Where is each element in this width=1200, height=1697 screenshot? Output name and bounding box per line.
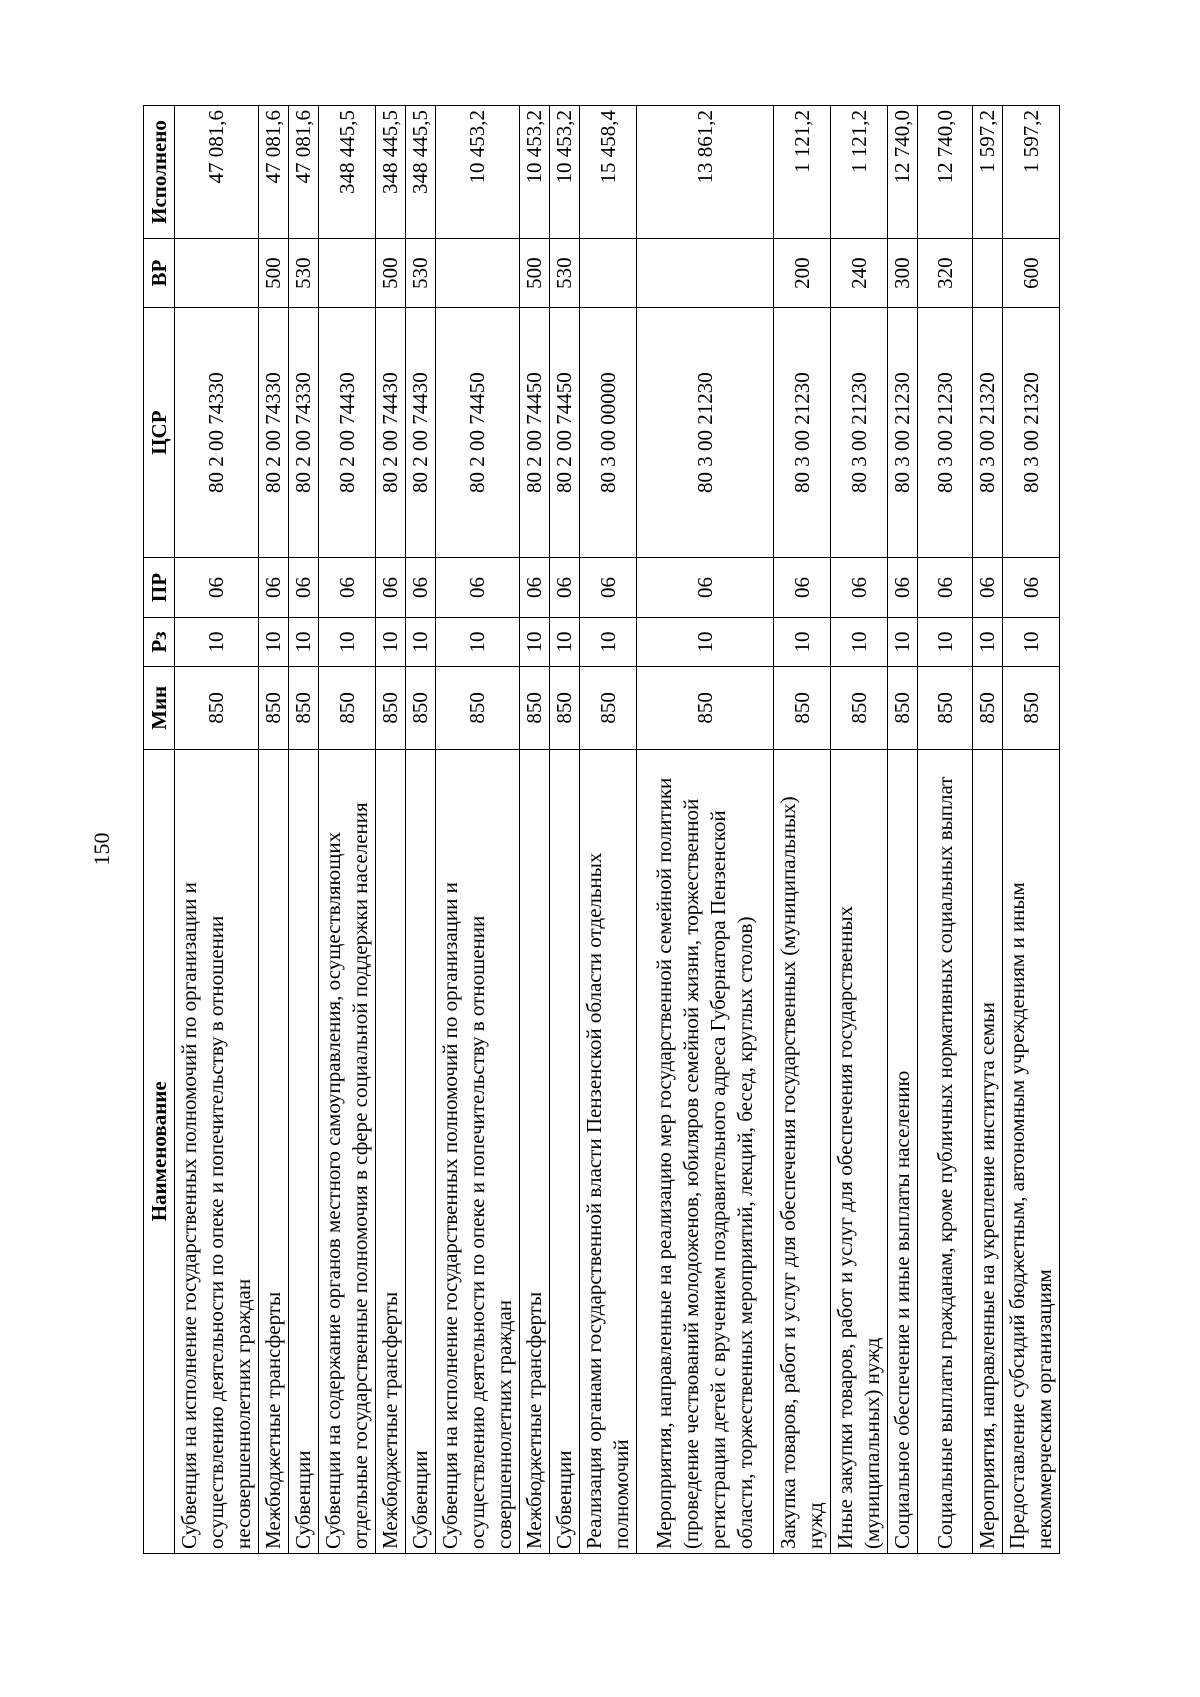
cell-name: Субвенции (289, 749, 319, 1553)
cell-pr: 06 (831, 558, 888, 618)
table-row (406, 106, 436, 1554)
budget-table-container (143, 105, 1061, 1554)
cell-done: 12 740,0 (888, 106, 918, 239)
cell-csr: 80 2 00 74450 (520, 308, 550, 558)
table-row (436, 106, 520, 1554)
cell-vr (973, 239, 1003, 308)
budget-table (143, 105, 1060, 1554)
cell-done: 47 081,6 (259, 106, 289, 239)
table-row (918, 106, 973, 1554)
cell-min: 850 (289, 667, 319, 749)
cell-rz: 10 (973, 617, 1003, 666)
table-row (319, 106, 376, 1554)
cell-rz: 10 (637, 617, 774, 666)
cell-min: 850 (888, 667, 918, 749)
cell-csr: 80 3 00 00000 (580, 308, 637, 558)
cell-vr (175, 239, 259, 308)
cell-rz: 10 (289, 617, 319, 666)
cell-pr: 06 (376, 558, 406, 618)
cell-name: Социальное обеспечение и иные выплаты населению (888, 749, 918, 1553)
cell-pr: 06 (774, 558, 831, 618)
cell-rz: 10 (1003, 617, 1060, 666)
cell-vr: 600 (1003, 239, 1060, 308)
cell-min: 850 (520, 667, 550, 749)
cell-name: Иные закупки товаров, работ и услуг для обеспечения государственных (муниципальных) нужд (831, 749, 888, 1553)
table-row (520, 106, 550, 1554)
header-name: Наименование (144, 749, 175, 1553)
cell-min: 850 (436, 667, 520, 749)
cell-rz: 10 (259, 617, 289, 666)
cell-done: 47 081,6 (175, 106, 259, 239)
header-csr: ЦСР (144, 308, 175, 558)
cell-vr: 500 (259, 239, 289, 308)
cell-min: 850 (580, 667, 637, 749)
cell-name: Субвенции (406, 749, 436, 1553)
cell-done: 1 121,2 (774, 106, 831, 239)
cell-csr: 80 2 00 74430 (406, 308, 436, 558)
cell-pr: 06 (550, 558, 580, 618)
cell-min: 850 (319, 667, 376, 749)
cell-min: 850 (774, 667, 831, 749)
cell-done: 1 121,2 (831, 106, 888, 239)
cell-done: 10 453,2 (550, 106, 580, 239)
cell-name: Межбюджетные трансферты (259, 749, 289, 1553)
table-row (175, 106, 259, 1554)
cell-min: 850 (175, 667, 259, 749)
cell-csr: 80 2 00 74330 (175, 308, 259, 558)
cell-vr: 500 (520, 239, 550, 308)
table-row (376, 106, 406, 1554)
cell-csr: 80 2 00 74330 (259, 308, 289, 558)
cell-csr: 80 2 00 74450 (550, 308, 580, 558)
cell-pr: 06 (580, 558, 637, 618)
table-row (888, 106, 918, 1554)
cell-name: Субвенции (550, 749, 580, 1553)
table-row (580, 106, 637, 1554)
cell-vr (436, 239, 520, 308)
table-row (637, 106, 774, 1554)
cell-name: Мероприятия, направленные на укрепление института семьи (973, 749, 1003, 1553)
cell-pr: 06 (1003, 558, 1060, 618)
cell-vr: 530 (406, 239, 436, 308)
cell-csr: 80 2 00 74430 (319, 308, 376, 558)
cell-pr: 06 (918, 558, 973, 618)
cell-rz: 10 (580, 617, 637, 666)
cell-done: 1 597,2 (973, 106, 1003, 239)
cell-done: 10 453,2 (520, 106, 550, 239)
cell-vr: 500 (376, 239, 406, 308)
cell-rz: 10 (406, 617, 436, 666)
cell-name: Предоставление субсидий бюджетным, автономным учреждениям и иным некоммерческим организациям (1003, 749, 1060, 1553)
cell-pr: 06 (289, 558, 319, 618)
cell-rz: 10 (436, 617, 520, 666)
cell-rz: 10 (376, 617, 406, 666)
header-min: Мин (144, 667, 175, 749)
cell-name: Субвенция на исполнение государственных полномочий по организации и осуществлению деятельности по опеке и попечительству в отношении несовершеннолетних граждан (175, 749, 259, 1553)
cell-done: 348 445,5 (406, 106, 436, 239)
cell-csr: 80 3 00 21320 (973, 308, 1003, 558)
cell-min: 850 (406, 667, 436, 749)
cell-name: Межбюджетные трансферты (520, 749, 550, 1553)
cell-pr: 06 (436, 558, 520, 618)
cell-rz: 10 (831, 617, 888, 666)
cell-name: Закупка товаров, работ и услуг для обеспечения государственных (муниципальных) нужд (774, 749, 831, 1553)
cell-name: Межбюджетные трансферты (376, 749, 406, 1553)
header-done: Исполнено (144, 106, 175, 239)
cell-done: 12 740,0 (918, 106, 973, 239)
table-header-row (144, 106, 175, 1554)
page-number: 150 (89, 832, 114, 866)
cell-done: 348 445,5 (319, 106, 376, 239)
cell-min: 850 (259, 667, 289, 749)
cell-vr: 300 (888, 239, 918, 308)
table-row (973, 106, 1003, 1554)
cell-csr: 80 3 00 21320 (1003, 308, 1060, 558)
cell-vr: 530 (289, 239, 319, 308)
cell-pr: 06 (406, 558, 436, 618)
cell-name: Субвенция на исполнение государственных полномочий по организации и осуществлению деятельности по опеке и попечительству в отношении совершеннолетних граждан (436, 749, 520, 1553)
cell-rz: 10 (175, 617, 259, 666)
cell-pr: 06 (319, 558, 376, 618)
cell-pr: 06 (259, 558, 289, 618)
cell-done: 10 453,2 (436, 106, 520, 239)
cell-min: 850 (831, 667, 888, 749)
cell-csr: 80 3 00 21230 (918, 308, 973, 558)
cell-pr: 06 (973, 558, 1003, 618)
cell-min: 850 (1003, 667, 1060, 749)
cell-min: 850 (637, 667, 774, 749)
cell-done: 13 861,2 (637, 106, 774, 239)
cell-csr: 80 2 00 74450 (436, 308, 520, 558)
cell-done: 348 445,5 (376, 106, 406, 239)
table-row (259, 106, 289, 1554)
cell-vr: 240 (831, 239, 888, 308)
table-row (774, 106, 831, 1554)
cell-pr: 06 (175, 558, 259, 618)
cell-vr: 320 (918, 239, 973, 308)
cell-done: 1 597,2 (1003, 106, 1060, 239)
cell-min: 850 (973, 667, 1003, 749)
cell-rz: 10 (319, 617, 376, 666)
cell-min: 850 (550, 667, 580, 749)
cell-min: 850 (918, 667, 973, 749)
cell-pr: 06 (888, 558, 918, 618)
table-row (289, 106, 319, 1554)
header-rz: Рз (144, 617, 175, 666)
cell-name: Реализация органами государственной власти Пензенской области отдельных полномочий (580, 749, 637, 1553)
cell-name: Социальные выплаты гражданам, кроме публичных нормативных социальных выплат (918, 749, 973, 1553)
cell-rz: 10 (774, 617, 831, 666)
cell-min: 850 (376, 667, 406, 749)
cell-csr: 80 2 00 74330 (289, 308, 319, 558)
cell-rz: 10 (918, 617, 973, 666)
cell-csr: 80 3 00 21230 (637, 308, 774, 558)
cell-vr (319, 239, 376, 308)
header-pr: ПР (144, 558, 175, 618)
cell-csr: 80 3 00 21230 (888, 308, 918, 558)
cell-csr: 80 3 00 21230 (831, 308, 888, 558)
cell-done: 47 081,6 (289, 106, 319, 239)
header-vr: ВР (144, 239, 175, 308)
cell-pr: 06 (637, 558, 774, 618)
cell-vr (580, 239, 637, 308)
cell-name: Субвенции на содержание органов местного самоуправления, осуществляющих отдельные государственные полномочия в сфере социальной поддержки населения (319, 749, 376, 1553)
cell-csr: 80 2 00 74430 (376, 308, 406, 558)
cell-rz: 10 (888, 617, 918, 666)
cell-pr: 06 (520, 558, 550, 618)
cell-csr: 80 3 00 21230 (774, 308, 831, 558)
table-row (550, 106, 580, 1554)
table-row (1003, 106, 1060, 1554)
cell-rz: 10 (520, 617, 550, 666)
cell-done: 15 458,4 (580, 106, 637, 239)
cell-vr (637, 239, 774, 308)
cell-rz: 10 (550, 617, 580, 666)
table-row (831, 106, 888, 1554)
cell-vr: 200 (774, 239, 831, 308)
cell-name: Мероприятия, направленные на реализацию мер государственной семейной политики (проведение чествований молодоженов, юбиляров семейной жизни, торжественной регистрации детей с вручением поздравительного адреса Губернатора Пензенской области, торжественных мероприятий, лекций, бесед, круглых столов) (637, 749, 774, 1553)
cell-vr: 530 (550, 239, 580, 308)
